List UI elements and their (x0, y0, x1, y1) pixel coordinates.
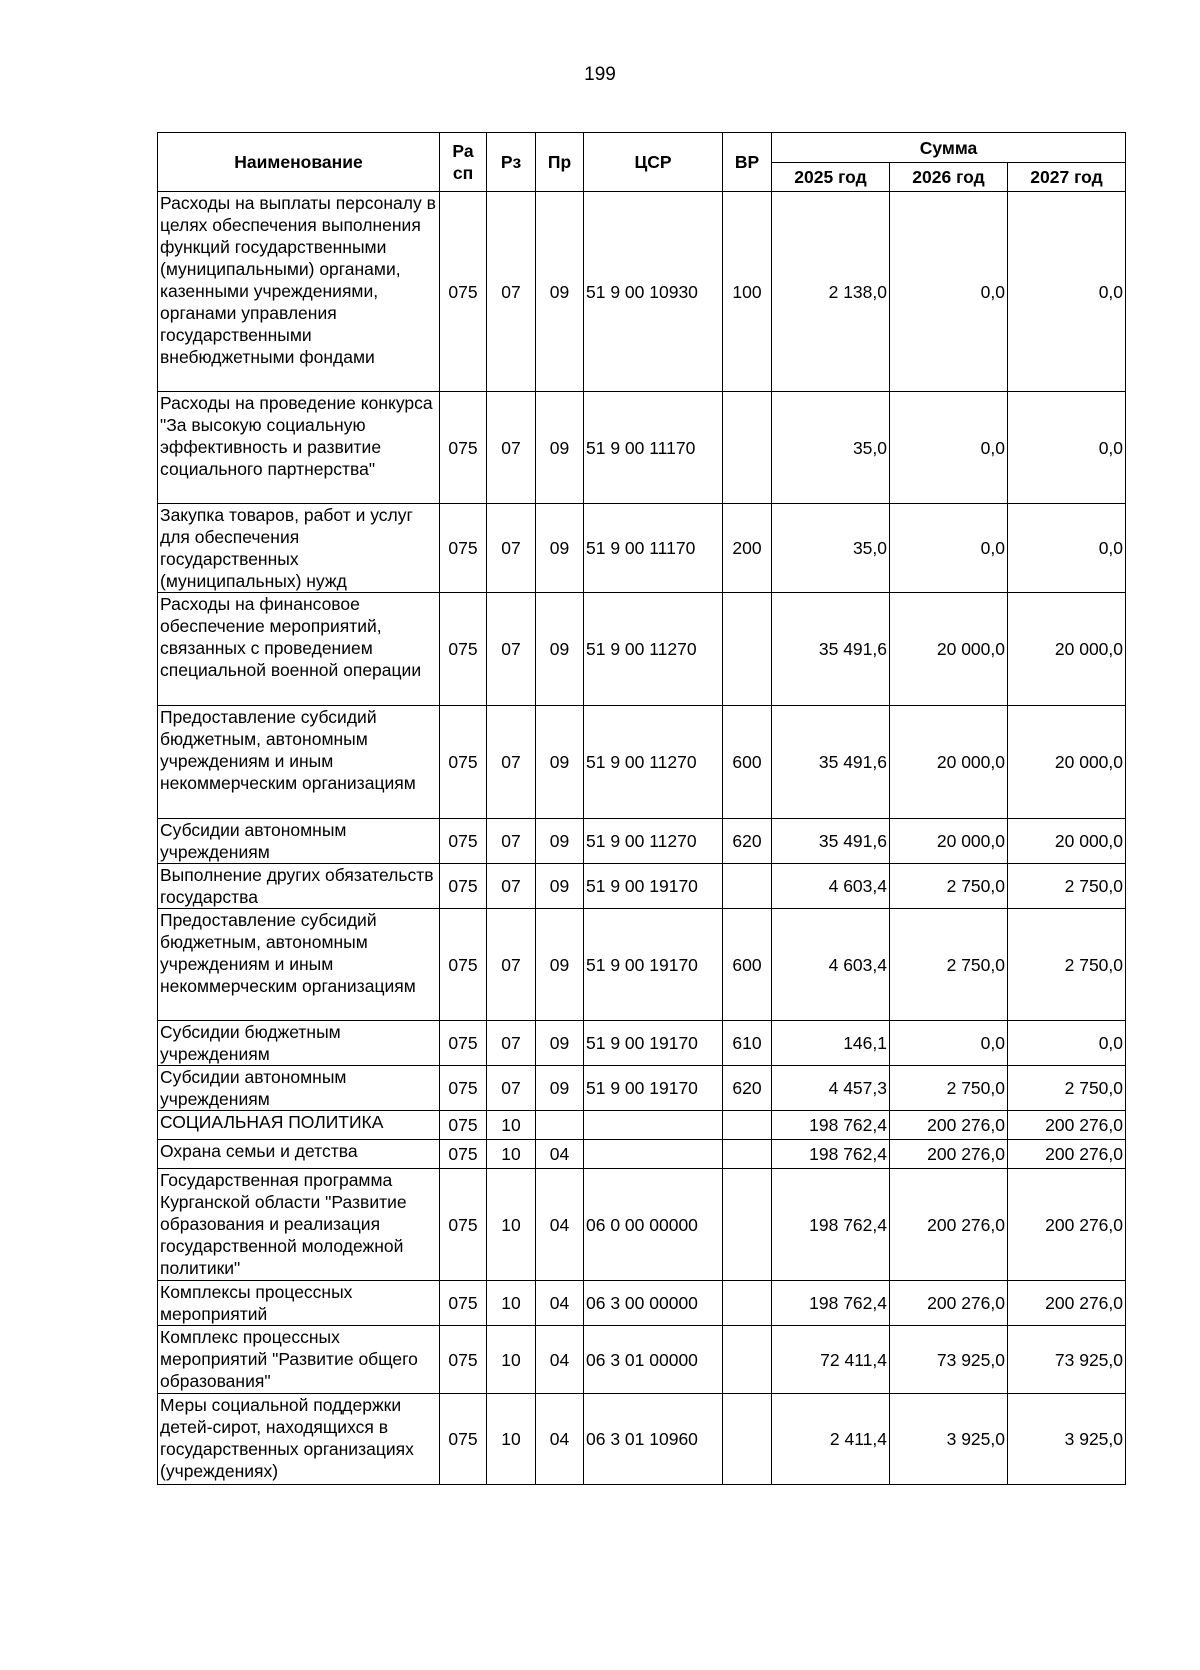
header-rz: Рз (487, 133, 536, 192)
row-rasp: 075 (440, 706, 487, 819)
row-2026: 0,0 (890, 192, 1008, 392)
row-2026: 200 276,0 (890, 1169, 1008, 1281)
row-2025: 35,0 (772, 504, 890, 593)
row-2026: 2 750,0 (890, 864, 1008, 909)
row-2025: 198 762,4 (772, 1111, 890, 1140)
row-rasp: 075 (440, 864, 487, 909)
row-csr: 51 9 00 11270 (584, 706, 723, 819)
row-pr: 09 (536, 192, 584, 392)
row-csr: 51 9 00 11170 (584, 392, 723, 504)
table-row (158, 1326, 1126, 1394)
row-vr: 620 (723, 1066, 772, 1111)
row-rz: 07 (487, 819, 536, 864)
header-sum: Сумма (772, 133, 1126, 163)
row-csr (584, 1140, 723, 1169)
row-name: Охрана семьи и детства (158, 1140, 440, 1169)
row-csr (584, 1111, 723, 1140)
row-rz: 07 (487, 593, 536, 706)
row-2026: 200 276,0 (890, 1140, 1008, 1169)
row-name: Закупка товаров, работ и услуг для обеспечения государственных (муниципальных) нужд (158, 504, 440, 593)
header-vr: ВР (723, 133, 772, 192)
row-csr: 06 3 01 10960 (584, 1394, 723, 1485)
row-vr (723, 1281, 772, 1326)
row-vr (723, 593, 772, 706)
row-2025: 198 762,4 (772, 1140, 890, 1169)
row-name: СОЦИАЛЬНАЯ ПОЛИТИКА (158, 1111, 440, 1140)
row-2025: 4 603,4 (772, 864, 890, 909)
row-rasp: 075 (440, 1281, 487, 1326)
row-rz: 10 (487, 1140, 536, 1169)
row-csr: 51 9 00 11270 (584, 819, 723, 864)
row-vr (723, 864, 772, 909)
row-rasp: 075 (440, 392, 487, 504)
row-vr (723, 1111, 772, 1140)
row-rz: 07 (487, 864, 536, 909)
row-rasp: 075 (440, 504, 487, 593)
row-2025: 35,0 (772, 392, 890, 504)
header-year-2026: 2026 год (890, 163, 1008, 192)
row-rz: 10 (487, 1394, 536, 1485)
table-row (158, 1394, 1126, 1485)
row-rasp: 075 (440, 1169, 487, 1281)
row-2026: 200 276,0 (890, 1281, 1008, 1326)
row-name: Государственная программа Курганской области "Развитие образования и реализация государственной молодежной политики" (158, 1169, 440, 1281)
row-2025: 198 762,4 (772, 1169, 890, 1281)
row-2025: 35 491,6 (772, 819, 890, 864)
row-pr: 09 (536, 392, 584, 504)
row-csr: 51 9 00 19170 (584, 1066, 723, 1111)
row-2026: 200 276,0 (890, 1111, 1008, 1140)
row-name: Расходы на проведение конкурса "За высокую социальную эффективность и развитие социального партнерства" (158, 392, 440, 504)
table-row (158, 192, 1126, 392)
table-row (158, 819, 1126, 864)
row-name: Меры социальной поддержки детей-сирот, находящихся в государственных организациях (учреждениях) (158, 1394, 440, 1485)
row-vr (723, 392, 772, 504)
row-2025: 35 491,6 (772, 706, 890, 819)
row-csr: 51 9 00 10930 (584, 192, 723, 392)
row-rasp: 075 (440, 819, 487, 864)
row-name: Выполнение других обязательств государства (158, 864, 440, 909)
row-name: Предоставление субсидий бюджетным, автономным учреждениям и иным некоммерческим организациям (158, 706, 440, 819)
header-rasp: Ра сп (440, 133, 487, 192)
table-header (158, 133, 1126, 192)
row-2027: 0,0 (1008, 192, 1126, 392)
row-pr: 09 (536, 706, 584, 819)
row-2027: 0,0 (1008, 1021, 1126, 1066)
row-rasp: 075 (440, 909, 487, 1021)
row-rasp: 075 (440, 1140, 487, 1169)
row-2027: 2 750,0 (1008, 909, 1126, 1021)
table-body (158, 192, 1126, 1485)
row-rz: 07 (487, 392, 536, 504)
row-pr: 09 (536, 1021, 584, 1066)
table-row (158, 1281, 1126, 1326)
row-csr: 06 3 01 00000 (584, 1326, 723, 1394)
row-rz: 07 (487, 192, 536, 392)
table-row (158, 593, 1126, 706)
row-pr: 09 (536, 909, 584, 1021)
row-pr: 04 (536, 1326, 584, 1394)
row-csr: 51 9 00 11170 (584, 504, 723, 593)
row-pr: 09 (536, 1066, 584, 1111)
row-pr: 09 (536, 864, 584, 909)
row-2026: 2 750,0 (890, 1066, 1008, 1111)
row-2026: 20 000,0 (890, 593, 1008, 706)
row-rz: 07 (487, 909, 536, 1021)
row-rasp: 075 (440, 1021, 487, 1066)
row-csr: 51 9 00 19170 (584, 909, 723, 1021)
row-2026: 0,0 (890, 504, 1008, 593)
row-rasp: 075 (440, 593, 487, 706)
row-2027: 73 925,0 (1008, 1326, 1126, 1394)
row-2027: 0,0 (1008, 392, 1126, 504)
row-2026: 3 925,0 (890, 1394, 1008, 1485)
row-name: Расходы на выплаты персоналу в целях обеспечения выполнения функций государственными (муниципальными) органами, казенными учреждениями, органами управления государственными внебюджетными фондами (158, 192, 440, 392)
header-csr: ЦСР (584, 133, 723, 192)
row-rasp: 075 (440, 1111, 487, 1140)
row-name: Субсидии автономным учреждениям (158, 1066, 440, 1111)
table-row (158, 1111, 1126, 1140)
row-vr (723, 1169, 772, 1281)
row-vr: 600 (723, 706, 772, 819)
row-2025: 146,1 (772, 1021, 890, 1066)
row-vr: 100 (723, 192, 772, 392)
budget-table (157, 132, 1126, 1485)
row-rasp: 075 (440, 192, 487, 392)
row-2027: 200 276,0 (1008, 1281, 1126, 1326)
row-2027: 200 276,0 (1008, 1111, 1126, 1140)
row-vr: 600 (723, 909, 772, 1021)
row-csr: 06 3 00 00000 (584, 1281, 723, 1326)
row-2027: 3 925,0 (1008, 1394, 1126, 1485)
row-rz: 07 (487, 1021, 536, 1066)
row-rz: 07 (487, 504, 536, 593)
header-year-2025: 2025 год (772, 163, 890, 192)
row-2027: 200 276,0 (1008, 1140, 1126, 1169)
row-pr: 09 (536, 819, 584, 864)
row-rasp: 075 (440, 1394, 487, 1485)
row-rasp: 075 (440, 1066, 487, 1111)
row-name: Субсидии бюджетным учреждениям (158, 1021, 440, 1066)
row-rz: 10 (487, 1111, 536, 1140)
row-2026: 20 000,0 (890, 819, 1008, 864)
row-2027: 2 750,0 (1008, 1066, 1126, 1111)
row-2027: 200 276,0 (1008, 1169, 1126, 1281)
row-pr: 04 (536, 1140, 584, 1169)
table-row (158, 1140, 1126, 1169)
table-row (158, 909, 1126, 1021)
row-vr: 200 (723, 504, 772, 593)
row-2027: 20 000,0 (1008, 706, 1126, 819)
row-vr (723, 1140, 772, 1169)
header-year-2027: 2027 год (1008, 163, 1126, 192)
row-name: Комплекс процессных мероприятий "Развитие общего образования" (158, 1326, 440, 1394)
row-2026: 0,0 (890, 392, 1008, 504)
row-pr: 09 (536, 504, 584, 593)
row-vr (723, 1394, 772, 1485)
header-pr: Пр (536, 133, 584, 192)
row-pr: 04 (536, 1281, 584, 1326)
row-name: Комплексы процессных мероприятий (158, 1281, 440, 1326)
row-2027: 2 750,0 (1008, 864, 1126, 909)
row-2026: 2 750,0 (890, 909, 1008, 1021)
row-rz: 10 (487, 1326, 536, 1394)
table-row (158, 1021, 1126, 1066)
row-2025: 198 762,4 (772, 1281, 890, 1326)
row-rz: 10 (487, 1281, 536, 1326)
row-2025: 2 411,4 (772, 1394, 890, 1485)
row-csr: 06 0 00 00000 (584, 1169, 723, 1281)
row-rasp: 075 (440, 1326, 487, 1394)
table-row (158, 864, 1126, 909)
row-pr (536, 1111, 584, 1140)
row-rz: 07 (487, 1066, 536, 1111)
row-pr: 04 (536, 1169, 584, 1281)
row-name: Субсидии автономным учреждениям (158, 819, 440, 864)
table-row (158, 1169, 1126, 1281)
row-csr: 51 9 00 19170 (584, 1021, 723, 1066)
row-2027: 20 000,0 (1008, 819, 1126, 864)
row-2025: 4 603,4 (772, 909, 890, 1021)
row-2026: 20 000,0 (890, 706, 1008, 819)
row-2027: 0,0 (1008, 504, 1126, 593)
row-vr (723, 1326, 772, 1394)
table-row (158, 1066, 1126, 1111)
table-row (158, 392, 1126, 504)
table-row (158, 504, 1126, 593)
row-rz: 10 (487, 1169, 536, 1281)
table-row (158, 706, 1126, 819)
row-name: Расходы на финансовое обеспечение мероприятий, связанных с проведением специальной военной операции (158, 593, 440, 706)
row-2025: 72 411,4 (772, 1326, 890, 1394)
header-name: Наименование (158, 133, 440, 192)
row-csr: 51 9 00 19170 (584, 864, 723, 909)
row-2026: 0,0 (890, 1021, 1008, 1066)
page-number: 199 (584, 64, 616, 85)
row-rz: 07 (487, 706, 536, 819)
row-pr: 09 (536, 593, 584, 706)
row-2026: 73 925,0 (890, 1326, 1008, 1394)
row-2027: 20 000,0 (1008, 593, 1126, 706)
row-2025: 35 491,6 (772, 593, 890, 706)
row-pr: 04 (536, 1394, 584, 1485)
row-2025: 4 457,3 (772, 1066, 890, 1111)
row-vr: 620 (723, 819, 772, 864)
row-csr: 51 9 00 11270 (584, 593, 723, 706)
row-vr: 610 (723, 1021, 772, 1066)
row-2025: 2 138,0 (772, 192, 890, 392)
row-name: Предоставление субсидий бюджетным, автономным учреждениям и иным некоммерческим организациям (158, 909, 440, 1021)
